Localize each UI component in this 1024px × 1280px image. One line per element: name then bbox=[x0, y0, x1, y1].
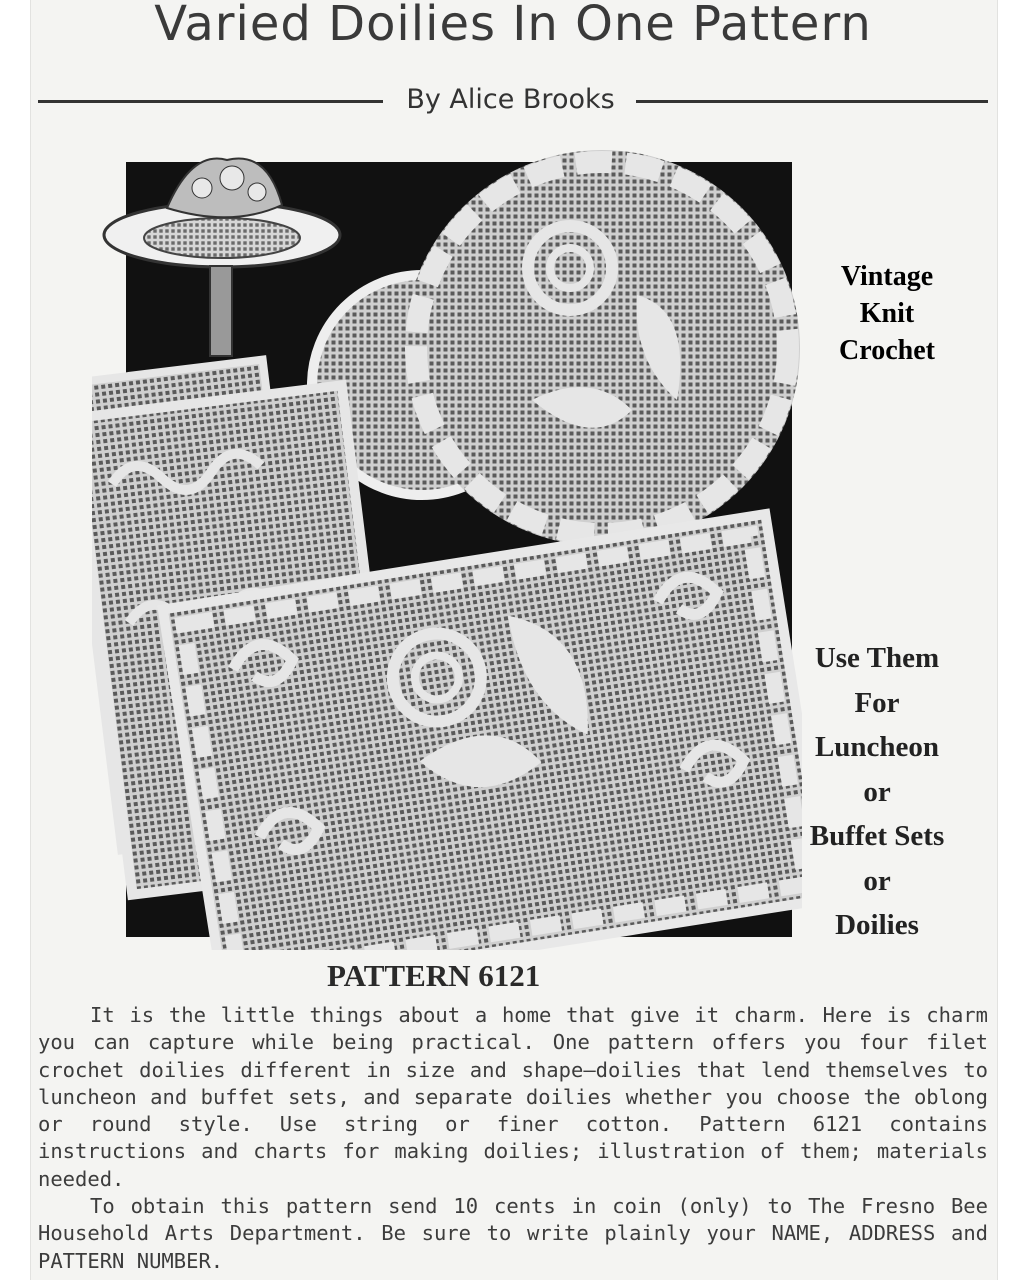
uses-line: For bbox=[854, 686, 900, 719]
uses-line: Luncheon bbox=[814, 731, 940, 763]
byline: By Alice Brooks bbox=[406, 84, 615, 115]
round-doily bbox=[404, 150, 800, 546]
article-title: Varied Doilies In One Pattern bbox=[154, 0, 872, 52]
article-body bbox=[38, 1002, 988, 1275]
pattern-number-heading: PATTERN 6121 bbox=[327, 958, 541, 993]
watermark-line: Crochet bbox=[839, 335, 935, 366]
byline-row bbox=[38, 84, 988, 116]
body-paragraph: It is the little things about a home that give it charm. Here is charm you can capture while being practical. One pattern offers you four filet crochet doilies different in size and shape—doilies that lend themselves to luncheon and buffet sets, and separate doilies whether you choose the oblong or round style. Use string or finer cotton. Pattern 6121 contains instructions and charts for making doilies; illustration of them; materials needed. bbox=[38, 1003, 988, 1191]
uses-line: Buffet Sets bbox=[809, 820, 945, 852]
uses-caption bbox=[792, 636, 962, 948]
byline-rule-right bbox=[636, 100, 988, 103]
uses-line: or bbox=[863, 775, 891, 808]
uses-line: Use Them bbox=[814, 642, 940, 674]
byline-rule-left bbox=[38, 100, 383, 103]
uses-line: or bbox=[863, 864, 891, 897]
watermark bbox=[812, 258, 962, 369]
doilies-photo bbox=[92, 150, 802, 950]
uses-line: Doilies bbox=[835, 909, 919, 941]
watermark-line: Vintage bbox=[840, 261, 934, 292]
body-paragraph: To obtain this pattern send 10 cents in coin (only) to The Fresno Bee Household Arts Department. Be sure to write plainly your NAME, ADDRESS and PATTERN NUMBER. bbox=[38, 1194, 988, 1273]
watermark-line: Knit bbox=[859, 298, 915, 329]
